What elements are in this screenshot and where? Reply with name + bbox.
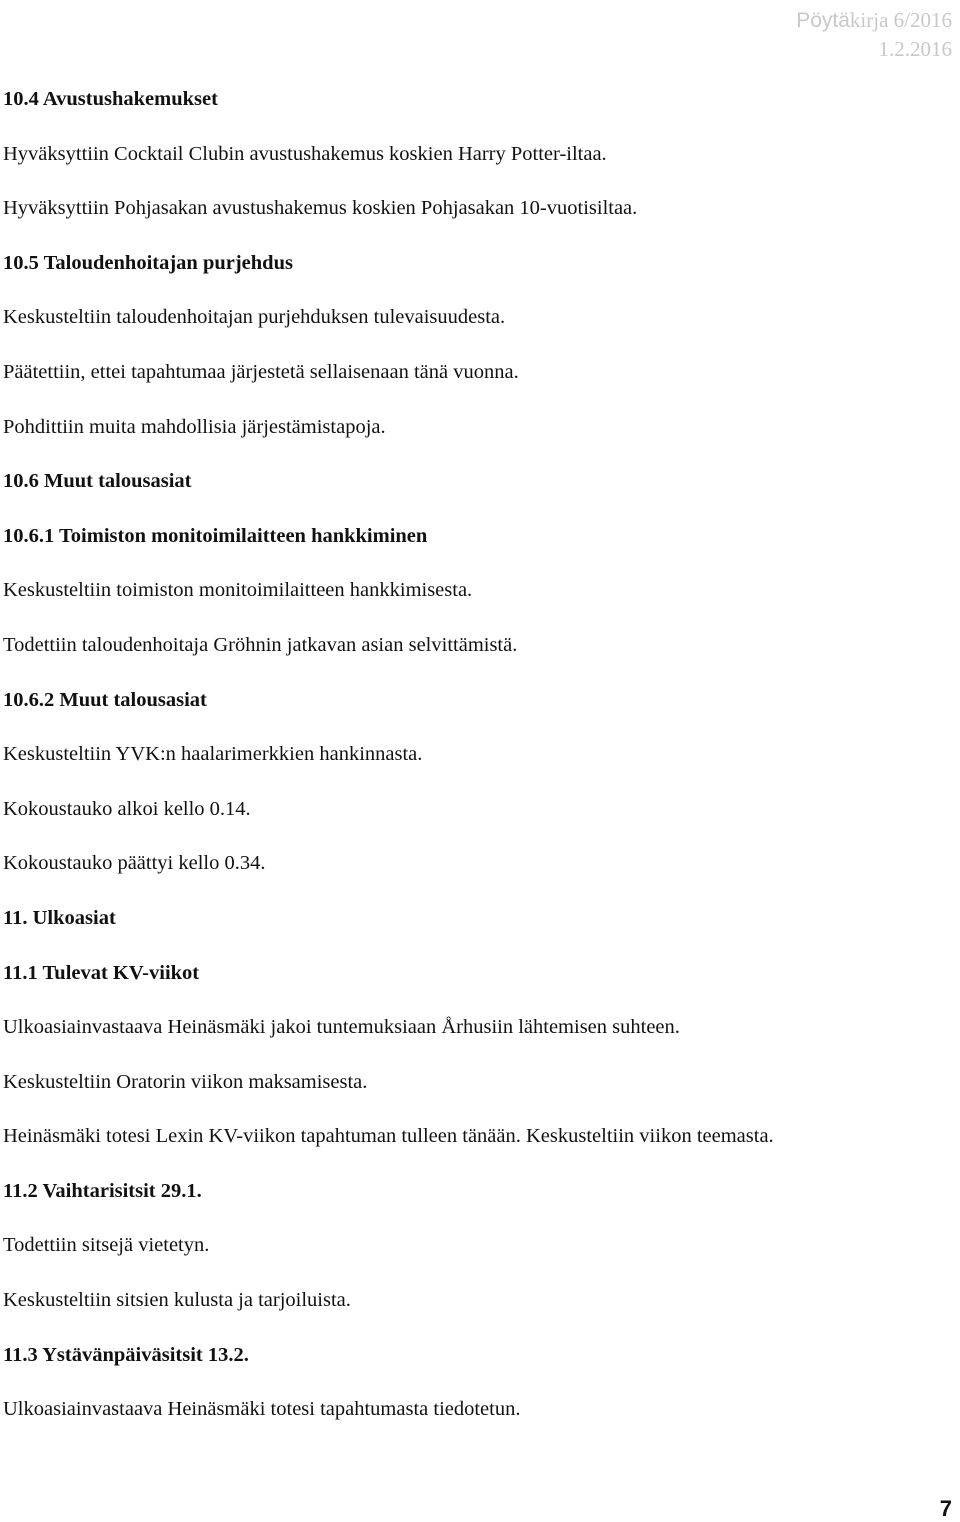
section-heading: 11.2 Vaihtarisitsit 29.1. (3, 1179, 202, 1202)
page-number: 7 (939, 1496, 952, 1521)
paragraph-line: Keskusteltiin sitsien kulusta ja tarjoiluista. (3, 1289, 351, 1312)
paragraph-line: Hyväksyttiin Pohjasakan avustushakemus koskien Pohjasakan 10-vuotisiltaa. (3, 197, 638, 220)
paragraph-line: Keskusteltiin taloudenhoitajan purjehduksen tulevaisuudesta. (3, 306, 506, 329)
section-heading: 10.4 Avustushakemukset (3, 88, 218, 110)
paragraph-line: Kokoustauko alkoi kello 0.14. (3, 797, 251, 820)
paragraph-line: Ulkoasiainvastaava Heinäsmäki totesi tapahtumasta tiedotetun. (3, 1398, 521, 1421)
document-body (3, 79, 943, 1444)
paragraph-line: Keskusteltiin YVK:n haalarimerkkien hankinnasta. (3, 743, 423, 766)
document-title-suffix: kirja 6/2016 (849, 8, 952, 32)
paragraph-line: Pohdittiin muita mahdollisia järjestämistapoja. (3, 415, 386, 438)
section-heading: 11.1 Tulevat KV-viikot (3, 961, 200, 984)
paragraph-line: Keskusteltiin Oratorin viikon maksamisesta. (3, 1070, 368, 1093)
paragraph-line: Ulkoasiainvastaava Heinäsmäki jakoi tuntemuksiaan Århusiin lähtemisen suhteen. (3, 1016, 680, 1039)
section-heading: 11.3 Ystävänpäiväsitsit 13.2. (3, 1343, 249, 1366)
document-date: 1.2.2016 (878, 37, 952, 61)
section-heading: 10.6.1 Toimiston monitoimilaitteen hankkiminen (3, 524, 428, 547)
paragraph-line: Päätettiin, ettei tapahtumaa järjestetä sellaisenaan tänä vuonna. (3, 360, 519, 383)
paragraph-line: Kokoustauko päättyi kello 0.34. (3, 852, 266, 875)
section-heading: 10.5 Taloudenhoitajan purjehdus (3, 251, 293, 274)
document-title-prefix: Pöytä (796, 9, 850, 32)
paragraph-line: Todettiin sitsejä vietetyn. (3, 1234, 210, 1257)
section-heading: 11. Ulkoasiat (3, 906, 116, 929)
paragraph-line: Todettiin taloudenhoitaja Gröhnin jatkavan asian selvittämistä. (3, 633, 518, 656)
section-heading: 10.6.2 Muut talousasiat (3, 688, 207, 711)
section-heading: 10.6 Muut talousasiat (3, 470, 192, 493)
document-title (796, 6, 952, 35)
paragraph-line: Heinäsmäki totesi Lexin KV-viikon tapahtuman tulleen tänään. Keskusteltiin viikon teemasta. (3, 1125, 774, 1148)
paragraph-line: Keskusteltiin toimiston monitoimilaitteen hankkimisesta. (3, 579, 473, 602)
paragraph-line: Hyväksyttiin Cocktail Clubin avustushakemus koskien Harry Potter-iltaa. (3, 142, 607, 165)
page-header (796, 6, 952, 63)
